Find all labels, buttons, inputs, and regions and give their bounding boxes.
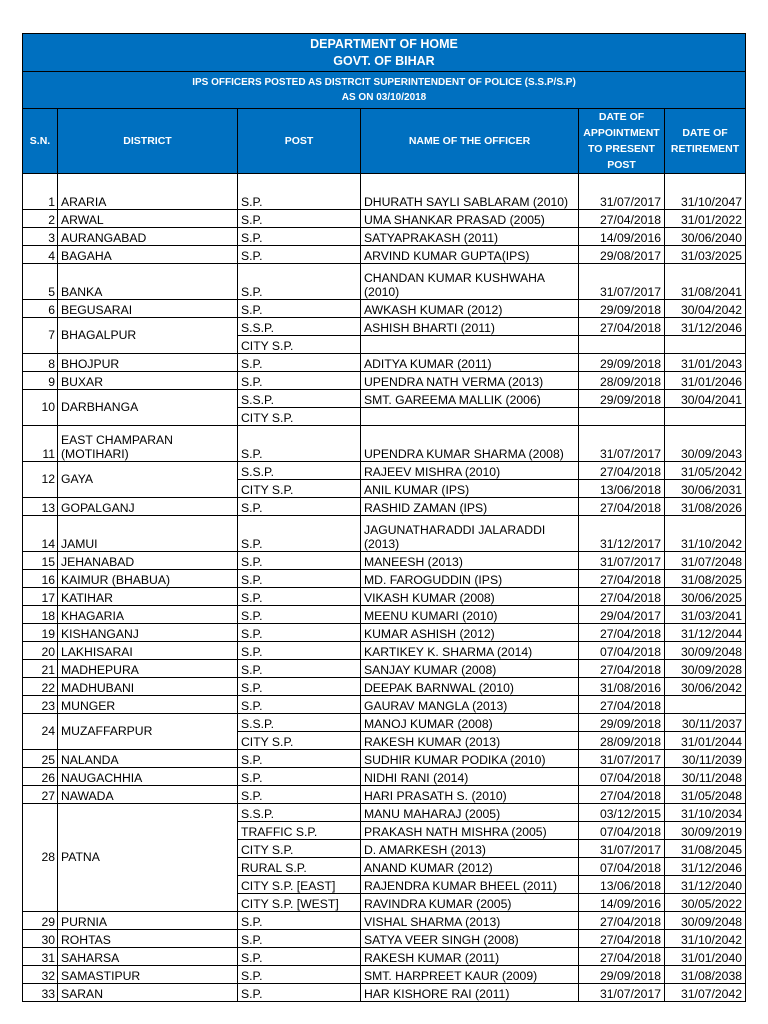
retirement-date: 31/07/2048 xyxy=(665,551,746,569)
officers-table xyxy=(22,33,746,1002)
post-title: S.P. xyxy=(238,641,361,659)
district-name: JEHANABAD xyxy=(58,551,238,569)
district-name: BHOJPUR xyxy=(58,353,238,371)
retirement-date: 31/05/2042 xyxy=(665,461,746,479)
serial-number: 31 xyxy=(23,947,58,965)
serial-number: 17 xyxy=(23,587,58,605)
district-name: DARBHANGA xyxy=(58,389,238,425)
officer-name: RAKESH KUMAR (2011) xyxy=(361,947,579,965)
officer-name: MANEESH (2013) xyxy=(361,551,579,569)
retirement-date: 30/09/2043 xyxy=(665,425,746,461)
district-name: NALANDA xyxy=(58,749,238,767)
post-title: S.P. xyxy=(238,227,361,245)
table-row xyxy=(23,263,746,299)
officer-name: SMT. HARPREET KAUR (2009) xyxy=(361,965,579,983)
post-title: S.P. xyxy=(238,587,361,605)
officer-name: SUDHIR KUMAR PODIKA (2010) xyxy=(361,749,579,767)
serial-number: 20 xyxy=(23,641,58,659)
table-row xyxy=(23,677,746,695)
retirement-date: 31/10/2042 xyxy=(665,929,746,947)
officer-name: RAVINDRA KUMAR (2005) xyxy=(361,893,579,911)
officer-name: PRAKASH NATH MISHRA (2005) xyxy=(361,821,579,839)
serial-number: 24 xyxy=(23,713,58,749)
appointment-date: 07/04/2018 xyxy=(579,767,665,785)
retirement-date: 30/05/2022 xyxy=(665,893,746,911)
serial-number: 21 xyxy=(23,659,58,677)
retirement-date: 31/08/2041 xyxy=(665,263,746,299)
serial-number: 15 xyxy=(23,551,58,569)
district-name: KATIHAR xyxy=(58,587,238,605)
serial-number: 6 xyxy=(23,299,58,317)
table-row xyxy=(23,911,746,929)
post-title: S.P. xyxy=(238,353,361,371)
retirement-date: 31/08/2026 xyxy=(665,497,746,515)
post-title: CITY S.P. xyxy=(238,407,361,425)
appointment-date: 03/12/2015 xyxy=(579,803,665,821)
post-title: S.P. xyxy=(238,911,361,929)
retirement-date xyxy=(665,407,746,425)
table-row xyxy=(23,461,746,479)
post-title: S.P. xyxy=(238,191,361,209)
appointment-date: 28/09/2018 xyxy=(579,371,665,389)
appointment-date: 27/04/2018 xyxy=(579,947,665,965)
officer-name: UPENDRA NATH VERMA (2013) xyxy=(361,371,579,389)
officer-name: MD. FAROGUDDIN (IPS) xyxy=(361,569,579,587)
post-title: S.P. xyxy=(238,785,361,803)
post-title: S.P. xyxy=(238,749,361,767)
officer-name: HARI PRASATH S. (2010) xyxy=(361,785,579,803)
appointment-date: 27/04/2018 xyxy=(579,623,665,641)
district-name: EAST CHAMPARAN (MOTIHARI) xyxy=(58,425,238,461)
appointment-date: 13/06/2018 xyxy=(579,875,665,893)
appointment-date: 31/07/2017 xyxy=(579,425,665,461)
serial-number: 25 xyxy=(23,749,58,767)
post-title: S.P. xyxy=(238,767,361,785)
appointment-date: 27/04/2018 xyxy=(579,587,665,605)
post-title: CITY S.P. xyxy=(238,335,361,353)
serial-number: 27 xyxy=(23,785,58,803)
appointment-date: 27/04/2018 xyxy=(579,785,665,803)
post-title: CITY S.P. xyxy=(238,839,361,857)
retirement-date xyxy=(665,335,746,353)
department-title xyxy=(23,34,746,72)
officer-name: UMA SHANKAR PRASAD (2005) xyxy=(361,209,579,227)
district-name: MADHEPURA xyxy=(58,659,238,677)
retirement-date: 31/08/2038 xyxy=(665,965,746,983)
post-title: S.S.P. xyxy=(238,461,361,479)
table-row xyxy=(23,551,746,569)
district-name: LAKHISARAI xyxy=(58,641,238,659)
serial-number: 22 xyxy=(23,677,58,695)
table-row xyxy=(23,245,746,263)
column-header-retirement: DATE OF RETIREMENT xyxy=(665,109,746,174)
table-row xyxy=(23,605,746,623)
report-subtitle xyxy=(23,72,746,109)
officer-name: MANU MAHARAJ (2005) xyxy=(361,803,579,821)
appointment-date: 27/04/2018 xyxy=(579,209,665,227)
appointment-date: 27/04/2018 xyxy=(579,461,665,479)
table-row xyxy=(23,569,746,587)
post-title: CITY S.P. [WEST] xyxy=(238,893,361,911)
table-row xyxy=(23,767,746,785)
serial-number: 10 xyxy=(23,389,58,425)
district-name: MUZAFFARPUR xyxy=(58,713,238,749)
district-name: ROHTAS xyxy=(58,929,238,947)
district-name: JAMUI xyxy=(58,515,238,551)
table-row xyxy=(23,803,746,821)
officer-name: KUMAR ASHISH (2012) xyxy=(361,623,579,641)
appointment-date: 27/04/2018 xyxy=(579,497,665,515)
appointment-date: 31/07/2017 xyxy=(579,551,665,569)
appointment-date: 31/07/2017 xyxy=(579,983,665,1001)
serial-number: 16 xyxy=(23,569,58,587)
post-title: S.P. xyxy=(238,299,361,317)
appointment-date: 29/09/2018 xyxy=(579,965,665,983)
serial-number: 14 xyxy=(23,515,58,551)
district-name: MADHUBANI xyxy=(58,677,238,695)
post-title: CITY S.P. [EAST] xyxy=(238,875,361,893)
table-row xyxy=(23,227,746,245)
serial-number: 9 xyxy=(23,371,58,389)
serial-number: 4 xyxy=(23,245,58,263)
serial-number: 2 xyxy=(23,209,58,227)
retirement-date: 31/12/2040 xyxy=(665,875,746,893)
table-row xyxy=(23,929,746,947)
appointment-date: 07/04/2018 xyxy=(579,857,665,875)
district-name: KHAGARIA xyxy=(58,605,238,623)
serial-number: 19 xyxy=(23,623,58,641)
table-row xyxy=(23,425,746,461)
column-header-post: POST xyxy=(238,109,361,174)
post-title: S.P. xyxy=(238,983,361,1001)
table-row xyxy=(23,641,746,659)
appointment-date: 27/04/2018 xyxy=(579,659,665,677)
retirement-date: 31/10/2042 xyxy=(665,515,746,551)
appointment-date: 29/09/2018 xyxy=(579,389,665,407)
district-name: ARWAL xyxy=(58,209,238,227)
district-name: BHAGALPUR xyxy=(58,317,238,353)
post-title: CITY S.P. xyxy=(238,479,361,497)
officer-rows xyxy=(23,191,746,1001)
appointment-date: 31/07/2017 xyxy=(579,749,665,767)
serial-number: 30 xyxy=(23,929,58,947)
officer-name: ANAND KUMAR (2012) xyxy=(361,857,579,875)
officer-name: KARTIKEY K. SHARMA (2014) xyxy=(361,641,579,659)
retirement-date: 30/04/2041 xyxy=(665,389,746,407)
officer-name: RASHID ZAMAN (IPS) xyxy=(361,497,579,515)
retirement-date: 30/09/2048 xyxy=(665,911,746,929)
serial-number: 26 xyxy=(23,767,58,785)
retirement-date: 31/03/2025 xyxy=(665,245,746,263)
officer-name: MEENU KUMARI (2010) xyxy=(361,605,579,623)
retirement-date: 31/08/2025 xyxy=(665,569,746,587)
officer-name: MANOJ KUMAR (2008) xyxy=(361,713,579,731)
report-date: AS ON 03/10/2018 xyxy=(341,92,427,103)
post-title: S.P. xyxy=(238,497,361,515)
retirement-date: 30/11/2037 xyxy=(665,713,746,731)
officer-name: RAJENDRA KUMAR BHEEL (2011) xyxy=(361,875,579,893)
serial-number: 5 xyxy=(23,263,58,299)
officer-name: HAR KISHORE RAI (2011) xyxy=(361,983,579,1001)
table-row xyxy=(23,983,746,1001)
district-name: BANKA xyxy=(58,263,238,299)
district-name: KAIMUR (BHABUA) xyxy=(58,569,238,587)
officer-name: VISHAL SHARMA (2013) xyxy=(361,911,579,929)
post-title: S.P. xyxy=(238,605,361,623)
district-name: SAMASTIPUR xyxy=(58,965,238,983)
officer-name: ASHISH BHARTI (2011) xyxy=(361,317,579,335)
officers-sheet xyxy=(22,33,745,1002)
officer-name: SMT. GAREEMA MALLIK (2006) xyxy=(361,389,579,407)
serial-number: 1 xyxy=(23,191,58,209)
retirement-date: 30/09/2028 xyxy=(665,659,746,677)
officer-name: RAKESH KUMAR (2013) xyxy=(361,731,579,749)
table-row xyxy=(23,515,746,551)
appointment-date: 27/04/2018 xyxy=(579,317,665,335)
table-row xyxy=(23,623,746,641)
serial-number: 18 xyxy=(23,605,58,623)
appointment-date: 07/04/2018 xyxy=(579,821,665,839)
post-title: RURAL S.P. xyxy=(238,857,361,875)
post-title: S.P. xyxy=(238,551,361,569)
serial-number: 8 xyxy=(23,353,58,371)
table-row xyxy=(23,353,746,371)
post-title: S.S.P. xyxy=(238,803,361,821)
table-row xyxy=(23,497,746,515)
appointment-date: 27/04/2018 xyxy=(579,911,665,929)
retirement-date xyxy=(665,695,746,713)
officer-name: NIDHI RANI (2014) xyxy=(361,767,579,785)
retirement-date: 30/06/2025 xyxy=(665,587,746,605)
table-row xyxy=(23,299,746,317)
retirement-date: 31/10/2034 xyxy=(665,803,746,821)
column-header-district: DISTRICT xyxy=(58,109,238,174)
table-row xyxy=(23,713,746,731)
retirement-date: 30/09/2019 xyxy=(665,821,746,839)
appointment-date: 29/04/2017 xyxy=(579,605,665,623)
government-name: GOVT. OF BIHAR xyxy=(333,54,435,68)
officer-name: ARVIND KUMAR GUPTA(IPS) xyxy=(361,245,579,263)
district-name: NAWADA xyxy=(58,785,238,803)
district-name: PURNIA xyxy=(58,911,238,929)
table-row xyxy=(23,785,746,803)
retirement-date: 30/04/2042 xyxy=(665,299,746,317)
retirement-date: 30/06/2040 xyxy=(665,227,746,245)
retirement-date: 30/06/2042 xyxy=(665,677,746,695)
post-title: CITY S.P. xyxy=(238,731,361,749)
post-title: S.S.P. xyxy=(238,317,361,335)
serial-number: 29 xyxy=(23,911,58,929)
post-title: S.P. xyxy=(238,965,361,983)
retirement-date: 31/12/2044 xyxy=(665,623,746,641)
retirement-date: 31/01/2044 xyxy=(665,731,746,749)
district-name: BUXAR xyxy=(58,371,238,389)
appointment-date xyxy=(579,407,665,425)
post-title: S.P. xyxy=(238,569,361,587)
retirement-date: 31/03/2041 xyxy=(665,605,746,623)
district-name: KISHANGANJ xyxy=(58,623,238,641)
officer-name: D. AMARKESH (2013) xyxy=(361,839,579,857)
appointment-date: 29/08/2017 xyxy=(579,245,665,263)
appointment-date: 28/09/2018 xyxy=(579,731,665,749)
appointment-date: 31/08/2016 xyxy=(579,677,665,695)
officer-name: SATYA VEER SINGH (2008) xyxy=(361,929,579,947)
district-name: BEGUSARAI xyxy=(58,299,238,317)
officer-name: GAURAV MANGLA (2013) xyxy=(361,695,579,713)
appointment-date: 31/12/2017 xyxy=(579,515,665,551)
officer-name: SATYAPRAKASH (2011) xyxy=(361,227,579,245)
officer-name: DEEPAK BARNWAL (2010) xyxy=(361,677,579,695)
serial-number: 32 xyxy=(23,965,58,983)
post-title: S.P. xyxy=(238,515,361,551)
appointment-date: 27/04/2018 xyxy=(579,569,665,587)
officer-name: ADITYA KUMAR (2011) xyxy=(361,353,579,371)
appointment-date: 07/04/2018 xyxy=(579,641,665,659)
appointment-date: 27/04/2018 xyxy=(579,695,665,713)
retirement-date: 31/12/2046 xyxy=(665,857,746,875)
table-row xyxy=(23,659,746,677)
post-title: TRAFFIC S.P. xyxy=(238,821,361,839)
column-header-officer: NAME OF THE OFFICER xyxy=(361,109,579,174)
district-name: MUNGER xyxy=(58,695,238,713)
post-title: S.P. xyxy=(238,425,361,461)
district-name: SAHARSA xyxy=(58,947,238,965)
serial-number: 23 xyxy=(23,695,58,713)
officer-name: VIKASH KUMAR (2008) xyxy=(361,587,579,605)
table-row xyxy=(23,371,746,389)
post-title: S.P. xyxy=(238,245,361,263)
officer-name: AWKASH KUMAR (2012) xyxy=(361,299,579,317)
officer-name: CHANDAN KUMAR KUSHWAHA (2010) xyxy=(361,263,579,299)
officer-name: DHURATH SAYLI SABLARAM (2010) xyxy=(361,191,579,209)
officer-name xyxy=(361,335,579,353)
retirement-date: 31/12/2046 xyxy=(665,317,746,335)
post-title: S.P. xyxy=(238,263,361,299)
column-header-sn: S.N. xyxy=(23,109,58,174)
appointment-date: 29/09/2018 xyxy=(579,713,665,731)
retirement-date: 31/01/2043 xyxy=(665,353,746,371)
appointment-date xyxy=(579,335,665,353)
post-title: S.P. xyxy=(238,947,361,965)
post-title: S.P. xyxy=(238,659,361,677)
retirement-date: 31/01/2040 xyxy=(665,947,746,965)
appointment-date: 29/09/2018 xyxy=(579,353,665,371)
post-title: S.P. xyxy=(238,929,361,947)
table-row xyxy=(23,587,746,605)
district-name: BAGAHA xyxy=(58,245,238,263)
retirement-date: 31/07/2042 xyxy=(665,983,746,1001)
column-header-appointment: DATE OF APPOINTMENT TO PRESENT POST xyxy=(579,109,665,174)
table-row xyxy=(23,965,746,983)
serial-number: 3 xyxy=(23,227,58,245)
appointment-date: 29/09/2018 xyxy=(579,299,665,317)
district-name: SARAN xyxy=(58,983,238,1001)
retirement-date: 30/11/2048 xyxy=(665,767,746,785)
retirement-date: 31/01/2022 xyxy=(665,209,746,227)
table-row xyxy=(23,947,746,965)
post-title: S.P. xyxy=(238,371,361,389)
retirement-date: 31/05/2048 xyxy=(665,785,746,803)
retirement-date: 31/01/2046 xyxy=(665,371,746,389)
report-heading: IPS OFFICERS POSTED AS DISTRCIT SUPERINTENDENT OF POLICE (S.S.P/S.P) xyxy=(192,77,576,88)
district-name: NAUGACHHIA xyxy=(58,767,238,785)
serial-number: 33 xyxy=(23,983,58,1001)
district-name: GAYA xyxy=(58,461,238,497)
appointment-date: 14/09/2016 xyxy=(579,227,665,245)
officer-name: SANJAY KUMAR (2008) xyxy=(361,659,579,677)
post-title: S.P. xyxy=(238,695,361,713)
appointment-date: 31/07/2017 xyxy=(579,263,665,299)
officer-name: UPENDRA KUMAR SHARMA (2008) xyxy=(361,425,579,461)
table-row xyxy=(23,695,746,713)
appointment-date: 31/07/2017 xyxy=(579,839,665,857)
appointment-date: 31/07/2017 xyxy=(579,191,665,209)
serial-number: 12 xyxy=(23,461,58,497)
post-title: S.P. xyxy=(238,677,361,695)
post-title: S.P. xyxy=(238,623,361,641)
officer-name: ANIL KUMAR (IPS) xyxy=(361,479,579,497)
officer-name: RAJEEV MISHRA (2010) xyxy=(361,461,579,479)
retirement-date: 30/11/2039 xyxy=(665,749,746,767)
table-row xyxy=(23,191,746,209)
table-row xyxy=(23,209,746,227)
post-title: S.P. xyxy=(238,209,361,227)
table-row xyxy=(23,389,746,407)
serial-number: 28 xyxy=(23,803,58,911)
retirement-date: 31/10/2047 xyxy=(665,191,746,209)
retirement-date: 31/08/2045 xyxy=(665,839,746,857)
department-name: DEPARTMENT OF HOME xyxy=(310,37,458,51)
district-name: AURANGABAD xyxy=(58,227,238,245)
post-title: S.S.P. xyxy=(238,389,361,407)
table-row xyxy=(23,317,746,335)
officer-name: JAGUNATHARADDI JALARADDI (2013) xyxy=(361,515,579,551)
appointment-date: 27/04/2018 xyxy=(579,929,665,947)
district-name: GOPALGANJ xyxy=(58,497,238,515)
officer-name xyxy=(361,407,579,425)
table-row xyxy=(23,749,746,767)
appointment-date: 14/09/2016 xyxy=(579,893,665,911)
district-name: PATNA xyxy=(58,803,238,911)
serial-number: 13 xyxy=(23,497,58,515)
appointment-date: 13/06/2018 xyxy=(579,479,665,497)
retirement-date: 30/06/2031 xyxy=(665,479,746,497)
serial-number: 7 xyxy=(23,317,58,353)
serial-number: 11 xyxy=(23,425,58,461)
district-name: ARARIA xyxy=(58,191,238,209)
retirement-date: 30/09/2048 xyxy=(665,641,746,659)
post-title: S.S.P. xyxy=(238,713,361,731)
